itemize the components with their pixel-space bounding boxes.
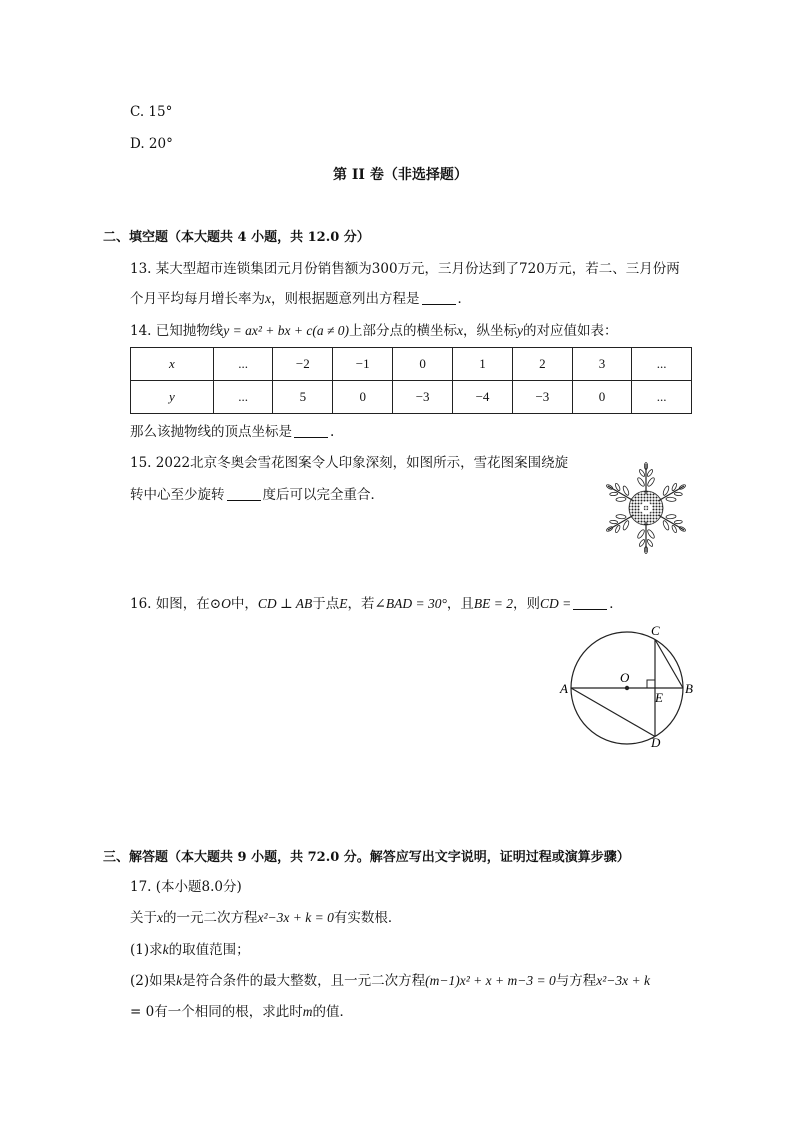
label-d: D: [651, 735, 661, 750]
value-table: [130, 347, 692, 414]
table-cell: ...: [213, 348, 273, 381]
part-title: 第 II 卷（非选择题）: [333, 167, 468, 183]
table-row: [131, 348, 692, 381]
q17-part1: (1)求k的取值范围；: [130, 942, 250, 958]
option-c: C. 15°: [130, 104, 173, 120]
label-b: B: [685, 681, 693, 696]
answer-blank: [422, 292, 456, 305]
table-cell: −2: [273, 348, 333, 381]
answer-blank: [573, 597, 607, 610]
table-cell: 0: [572, 381, 631, 414]
table-cell: 0: [393, 348, 453, 381]
table-cell: 0: [333, 381, 393, 414]
q17-header: 17. (本小题8.0分): [130, 879, 242, 895]
q17-part2-line2: = 0有一个相同的根，求此时m的值．: [130, 1004, 353, 1020]
q14-answer-line: 那么该抛物线的顶点坐标是 .: [130, 424, 335, 440]
table-cell: x: [131, 348, 214, 381]
q14-stem: 14. 已知抛物线y = ax² + bx + c(a ≠ 0)上部分点的横坐标x，纵坐标y的对应值如表：: [130, 323, 618, 339]
q17-part2-line1: (2)如果k是符合条件的最大整数，且一元二次方程(m−1)x² + x + m−3 = 0与方程x²−3x + k: [130, 973, 650, 989]
table-cell: ...: [632, 348, 692, 381]
table-cell: −3: [512, 381, 572, 414]
table-cell: 5: [273, 381, 333, 414]
q13-line1: 13. 某大型超市连锁集团元月份销售额为300万元，三月份达到了720万元，若二、三月份两: [130, 261, 680, 277]
table-cell: ...: [213, 381, 273, 414]
option-d: D. 20°: [130, 136, 173, 152]
table-row: [131, 381, 692, 414]
q16-stem: 16. 如图，在⊙O中，CD ⊥ AB于点E，若∠BAD = 30°，且BE = 2，则CD = ．: [130, 596, 623, 612]
label-a: A: [560, 681, 568, 696]
label-e: E: [655, 690, 663, 705]
table-cell: −3: [393, 381, 453, 414]
answer-blank: [294, 425, 328, 438]
label-c: C: [651, 623, 660, 638]
q15-line2: 转中心至少旋转 度后可以完全重合．: [130, 487, 384, 503]
section-heading-fill-blank: 二、填空题（本大题共 4 小题，共 12.0 分）: [103, 230, 370, 245]
table-cell: 3: [572, 348, 631, 381]
q15-line1: 15. 2022北京冬奥会雪花图案令人印象深刻，如图所示，雪花图案围绕旋: [130, 455, 569, 471]
answer-blank: [227, 488, 261, 501]
table-cell: 2: [512, 348, 572, 381]
section-heading-solve: 三、解答题（本大题共 9 小题，共 72.0 分。解答应写出文字说明，证明过程或演算步骤）: [103, 850, 630, 865]
q17-stem: 关于x的一元二次方程x²−3x + k = 0有实数根．: [130, 910, 402, 926]
snowflake-figure: [600, 462, 692, 554]
q13-line2: 个月平均每月增长率为x，则根据题意列出方程是 ．: [130, 291, 471, 307]
table-cell: ...: [632, 381, 692, 414]
table-cell: −4: [453, 381, 513, 414]
label-o: O: [620, 670, 630, 685]
table-cell: y: [131, 381, 214, 414]
table-cell: −1: [333, 348, 393, 381]
table-cell: 1: [453, 348, 513, 381]
circle-geometry-figure: [556, 620, 696, 750]
